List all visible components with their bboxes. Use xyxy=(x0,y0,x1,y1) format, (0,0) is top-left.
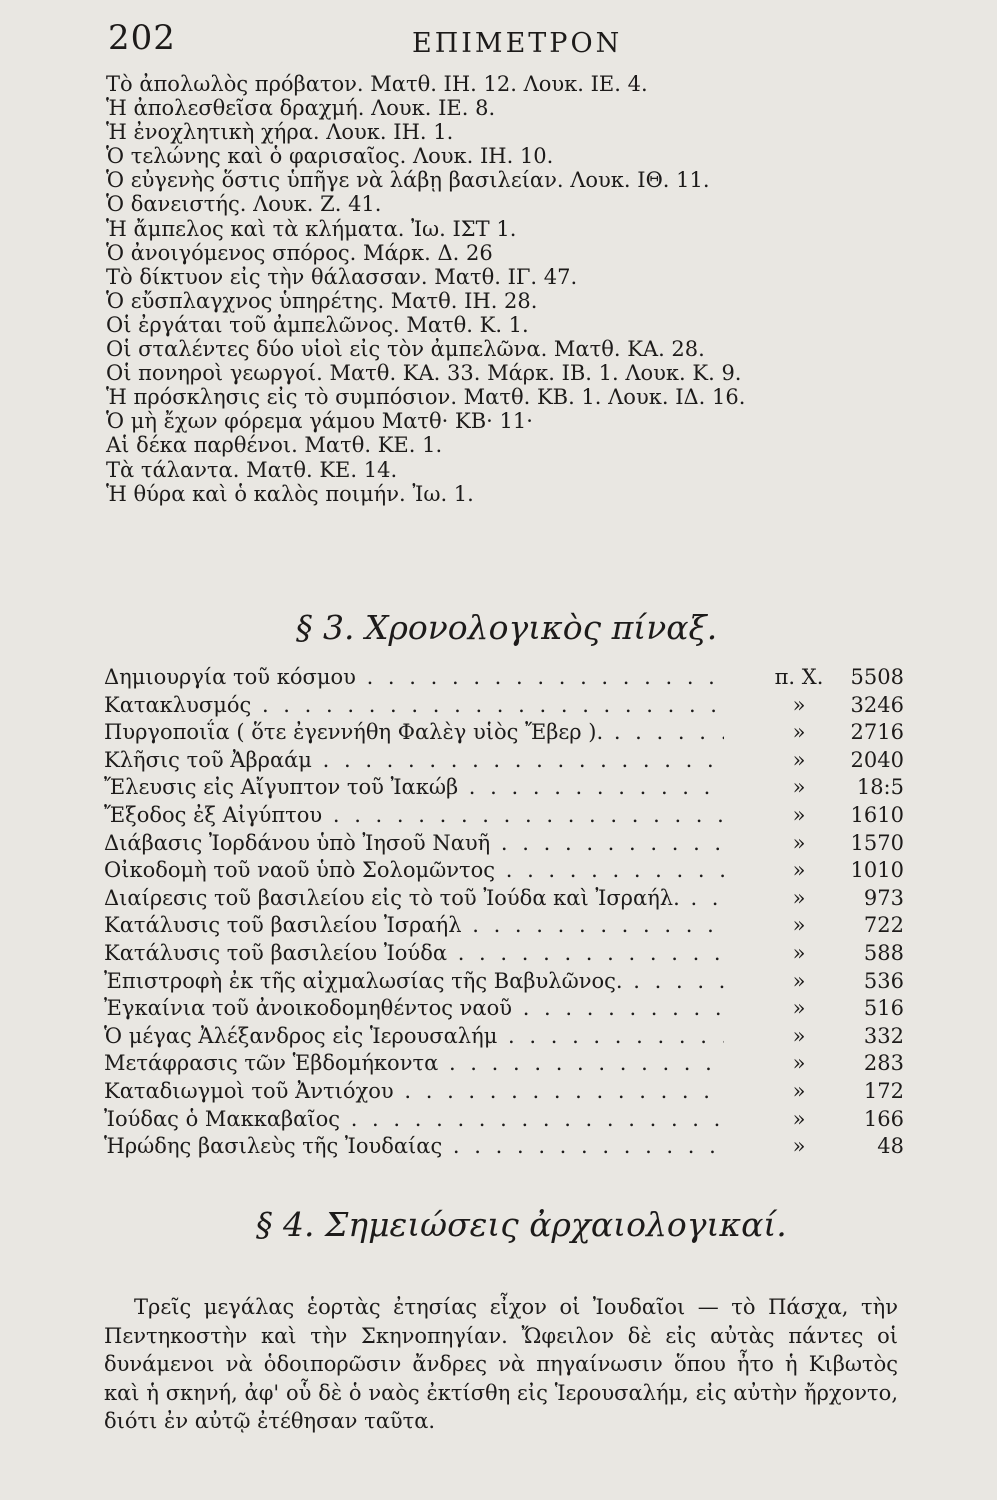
year-cell: 166 xyxy=(863,1106,904,1131)
event-cell: Διάβασις Ἰορδάνου ὑπὸ Ἰησοῦ Ναυῆ . . . xyxy=(104,830,724,858)
event-cell: Ἐπιστροφὴ ἐκ τῆς αἰχμαλωσίας τῆς Βαβυλῶνος. . . . xyxy=(104,968,724,996)
era-cell: » xyxy=(792,968,806,993)
table-row xyxy=(104,857,904,885)
table-row xyxy=(104,1050,904,1078)
era-cell: » xyxy=(792,1106,806,1131)
list-item: Ὁ δανειστής. Λουκ. Ζ. 41. xyxy=(106,192,382,217)
era-cell: » xyxy=(792,1051,806,1076)
year-cell: 5508 xyxy=(850,665,904,689)
table-row xyxy=(104,747,904,775)
list-item: Ὁ ἀνοιγόμενος σπόρος. Μάρκ. Δ. 26 xyxy=(106,240,493,265)
list-item: Ὁ εὔσπλαγχνος ὑπηρέτης. Ματθ. ΙΗ. 28. xyxy=(106,288,538,313)
list-item: Τὰ τάλαντα. Ματθ. ΚΕ. 14. xyxy=(106,457,398,482)
list-item: Οἱ ἐργάται τοῦ ἀμπελῶνος. Ματθ. Κ. 1. xyxy=(106,312,529,337)
chronology-table xyxy=(104,664,904,1161)
event-cell: Ἔλευσις εἰς Αἴγυπτον τοῦ Ἰακώβ . . . xyxy=(104,774,724,802)
list-item: Τὸ δίκτυον εἰς τὴν θάλασσαν. Ματθ. ΙΓ. 47. xyxy=(106,264,578,289)
era-cell: » xyxy=(792,692,806,717)
year-cell: 172 xyxy=(863,1078,904,1103)
era-cell: » xyxy=(792,1023,806,1048)
list-item: Ὁ μὴ ἔχων φόρεμα γάμου Ματθ· ΚΒ· 11· xyxy=(106,409,533,434)
table-row xyxy=(104,1106,904,1134)
event-cell: Ἰούδας ὁ Μακκαβαῖος . . . xyxy=(104,1106,724,1134)
year-cell: 1610 xyxy=(850,802,904,827)
era-cell: » xyxy=(792,830,806,855)
event-cell: Κατάλυσις τοῦ βασιλείου Ἰούδα . . . xyxy=(104,940,724,968)
table-row xyxy=(104,1133,904,1161)
event-cell: Διαίρεσις τοῦ βασιλείου εἰς τὸ τοῦ Ἰούδα καὶ Ἰσραήλ. . . . xyxy=(104,885,724,913)
year-cell: 332 xyxy=(863,1023,904,1048)
era-cell: » xyxy=(792,1078,806,1103)
table-row xyxy=(104,968,904,996)
page-number: 202 xyxy=(108,18,176,58)
era-cell: » xyxy=(792,996,806,1021)
year-cell: 973 xyxy=(863,885,904,910)
era-cell: » xyxy=(792,940,806,965)
table-row xyxy=(104,719,904,747)
table-row xyxy=(104,692,904,720)
era-cell: » xyxy=(792,858,806,883)
event-cell: Ἡρώδης βασιλεὺς τῆς Ἰουδαίας . . . xyxy=(104,1133,724,1161)
event-cell: Οἰκοδομὴ τοῦ ναοῦ ὑπὸ Σολομῶντος . . . xyxy=(104,857,724,885)
year-cell: 722 xyxy=(863,913,904,938)
parables-list xyxy=(106,72,866,506)
list-item: Ὁ εὐγενὴς ὅστις ὑπῆγε νὰ λάβῃ βασιλείαν. Λουκ. ΙΘ. 11. xyxy=(106,168,710,193)
year-cell: 516 xyxy=(863,996,904,1021)
era-cell: » xyxy=(792,720,806,745)
event-cell: Κατακλυσμός . . . xyxy=(104,692,724,720)
era-cell: » xyxy=(792,775,806,800)
list-item: Οἱ πονηροὶ γεωργοί. Ματθ. ΚΑ. 33. Μάρκ. ΙΒ. 1. Λουκ. Κ. 9. xyxy=(106,361,742,386)
era-cell: » xyxy=(792,885,806,910)
table-row xyxy=(104,1023,904,1051)
event-cell: Κλῆσις τοῦ Ἀβραάμ . . . xyxy=(104,747,724,775)
year-cell: 1570 xyxy=(850,830,904,855)
year-cell: 2040 xyxy=(850,747,904,772)
section-3-title: § 3. Χρονολογικὸς πίναξ. xyxy=(296,608,718,647)
list-item: Ἡ ἀπολεσθεῖσα δραχμή. Λουκ. ΙΕ. 8. xyxy=(106,96,496,121)
event-cell: Ἔξοδος ἐξ Αἰγύπτου . . . xyxy=(104,802,724,830)
list-item: Οἱ σταλέντες δύο υἱοὶ εἰς τὸν ἀμπελῶνα. Ματθ. ΚΑ. 28. xyxy=(106,337,705,362)
table-row xyxy=(104,940,904,968)
era-cell: π. Χ. xyxy=(774,665,824,689)
archaeological-notes-paragraph: Τρεῖς μεγάλας ἑορτὰς ἐτησίας εἶχον οἱ Ἰουδαῖοι — τὸ Πάσχα, τὴν Πεντηκοστὴν καὶ τὴν Σκηνοπηγίαν. Ὤφειλον δὲ εἰς αὐτὰς πάντες οἱ δυνάμενοι νὰ ὁδοιπορῶσιν ἄνδρες νὰ πηγαίνωσιν ὅπου ἦτο ἡ Κιβωτὸς καὶ ἡ σκηνή, ἀφ' οὗ δὲ ὁ ναὸς ἐκτίσθη εἰς Ἱερουσαλήμ, εἰς αὐτὴν ἤρχοντο, διότι ἐν αὐτῷ ἐτέθησαν ταῦτα. xyxy=(104,1295,898,1433)
era-cell: » xyxy=(792,1134,806,1159)
year-cell: 18:5 xyxy=(856,775,904,800)
event-cell: Δημιουργία τοῦ κόσμου . . . xyxy=(104,664,724,692)
year-cell: 2716 xyxy=(850,720,904,745)
running-title: ΕΠΙΜΕΤΡΟΝ xyxy=(412,28,623,59)
list-item: Ἡ ἄμπελος καὶ τὰ κλήματα. Ἰω. ΙΣΤ 1. xyxy=(106,216,517,241)
table-row xyxy=(104,885,904,913)
table-row xyxy=(104,802,904,830)
list-item: Ἡ ἐνοχλητικὴ χήρα. Λουκ. ΙΗ. 1. xyxy=(106,120,454,145)
table-row xyxy=(104,664,904,692)
era-cell: » xyxy=(792,913,806,938)
list-item: Αἱ δέκα παρθένοι. Ματθ. ΚΕ. 1. xyxy=(106,433,443,458)
year-cell: 588 xyxy=(863,940,904,965)
list-item: Ὁ τελώνης καὶ ὁ φαρισαῖος. Λουκ. ΙΗ. 10. xyxy=(106,144,554,169)
table-row xyxy=(104,1078,904,1106)
table-row xyxy=(104,912,904,940)
event-cell: Μετάφρασις τῶν Ἑβδομήκοντα . . . xyxy=(104,1050,724,1078)
year-cell: 536 xyxy=(863,968,904,993)
year-cell: 3246 xyxy=(850,692,904,717)
event-cell: Καταδιωγμοὶ τοῦ Ἀντιόχου . . . xyxy=(104,1078,724,1106)
event-cell: Κατάλυσις τοῦ βασιλείου Ἰσραήλ . . . xyxy=(104,912,724,940)
page-header xyxy=(108,18,898,68)
event-cell: Πυργοποιΐα ( ὅτε ἐγεννήθη Φαλὲγ υἱὸς Ἔβερ ). . . . xyxy=(104,719,724,747)
event-cell: Ἐγκαίνια τοῦ ἀνοικοδομηθέντος ναοῦ . . . xyxy=(104,995,724,1023)
year-cell: 1010 xyxy=(850,858,904,883)
event-cell: Ὁ μέγας Ἀλέξανδρος εἰς Ἱερουσαλήμ . . . xyxy=(104,1023,724,1051)
era-cell: » xyxy=(792,802,806,827)
year-cell: 283 xyxy=(863,1051,904,1076)
list-item: Ἡ θύρα καὶ ὁ καλὸς ποιμήν. Ἰω. 1. xyxy=(106,481,474,506)
year-cell: 48 xyxy=(877,1134,904,1159)
table-row xyxy=(104,995,904,1023)
list-item: Τὸ ἀπολωλὸς πρόβατον. Ματθ. ΙΗ. 12. Λουκ. ΙΕ. 4. xyxy=(106,72,648,96)
list-item: Ἡ πρόσκλησις εἰς τὸ συμπόσιον. Ματθ. ΚΒ. 1. Λουκ. ΙΔ. 16. xyxy=(106,385,746,410)
table-row xyxy=(104,774,904,802)
era-cell: » xyxy=(792,747,806,772)
section-4-title: § 4. Σημειώσεις ἀρχαιολογικαί. xyxy=(256,1205,787,1244)
table-row xyxy=(104,830,904,858)
